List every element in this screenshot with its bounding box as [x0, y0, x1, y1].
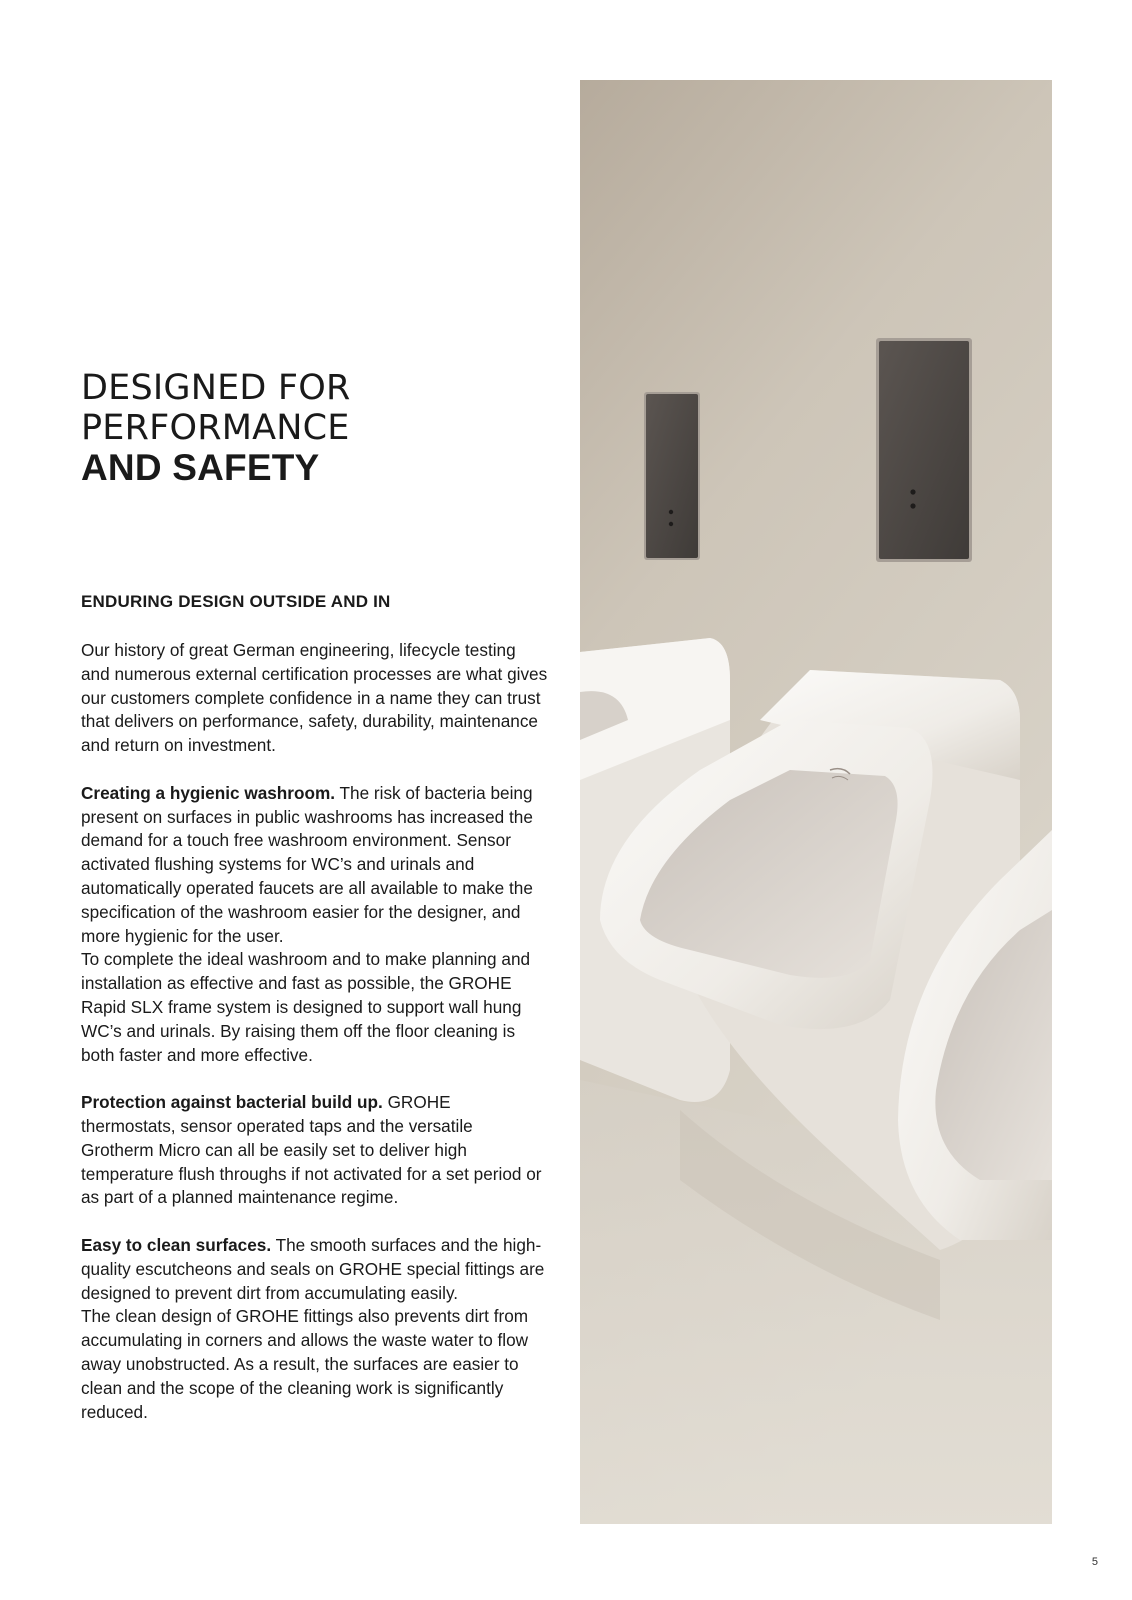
clean-paragraph — [81, 1234, 549, 1305]
clean-text: The smooth surfaces and the high-quality escutcheons and seals on GROHE special fittings are designed to prevent dirt from accumulating easily. — [81, 1234, 545, 1303]
hygienic-text: The risk of bacteria being present on surfaces in public washrooms has increased the demand for a touch free washroom environment. Sensor activated flushing systems for WC’s and urinals and automatically operated faucets are all available to make the specification of the washroom easier for the designer, and more hygienic for the user. — [81, 782, 533, 946]
hygienic-lead: Creating a hygienic washroom. — [81, 782, 336, 803]
sensor-plate-left — [644, 392, 700, 560]
page-headline — [81, 368, 521, 488]
clean-lead: Easy to clean surfaces. — [81, 1234, 272, 1255]
protection-paragraph — [81, 1091, 549, 1210]
protection-lead: Protection against bacterial build up. — [81, 1092, 383, 1113]
hygienic-paragraph — [81, 782, 549, 949]
headline-line-2: PERFORMANCE — [81, 408, 350, 448]
headline-line-3: AND SAFETY — [81, 447, 320, 488]
body-copy — [81, 639, 549, 1424]
intro-paragraph: Our history of great German engineering, lifecycle testing and numerous external certification processes are what gives our customers complete confidence in a name they can trust that delivers on performance, safety, durability, maintenance and return on investment. — [81, 640, 548, 756]
headline-line-1: DESIGNED FOR — [81, 368, 351, 408]
sensor-plate-right — [876, 338, 972, 562]
clean-paragraph-2: The clean design of GROHE fittings also prevents dirt from accumulating in corners and allows the waste water to flow away unobstructed. As a result, the surfaces are easier to clean and the scope of the cleaning work is significantly reduced. — [81, 1306, 529, 1422]
protection-text: GROHE thermostats, sensor operated taps and the versatile Grotherm Micro can all be easily set to deliver high temperature flush throughs if not activated for a set period or as part of a planned maintenance regime. — [81, 1092, 542, 1208]
urinal-photo — [580, 80, 1052, 1524]
page-number: 5 — [1091, 1556, 1098, 1568]
urinal-photo-illustration — [580, 80, 1052, 1524]
hygienic-paragraph-2: To complete the ideal washroom and to make planning and installation as effective and fast as possible, the GROHE Rapid SLX frame system is designed to support wall hung WC’s and urinals. By raising them off the floor cleaning is both faster and more effective. — [81, 949, 531, 1065]
section-title: ENDURING DESIGN OUTSIDE AND IN — [81, 592, 391, 611]
